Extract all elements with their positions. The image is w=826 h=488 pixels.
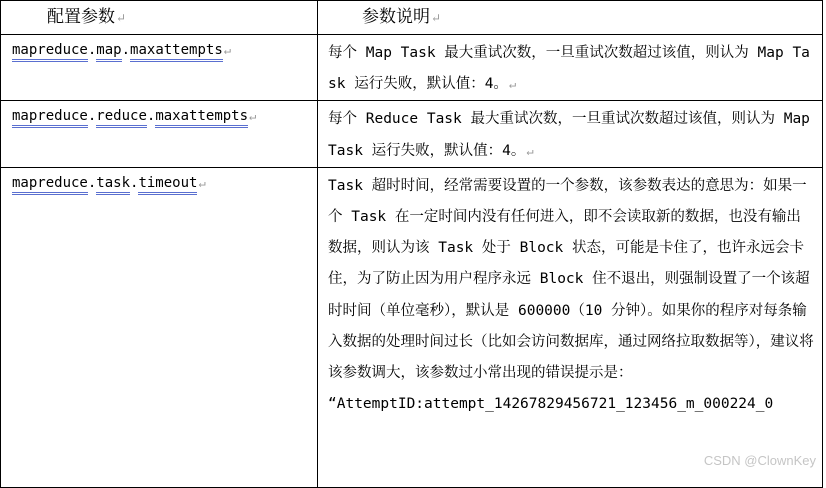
param-name-segment: mapreduce bbox=[12, 42, 88, 62]
param-name-dot: . bbox=[87, 108, 97, 125]
paragraph-mark: ↵ bbox=[508, 77, 517, 92]
paragraph-mark: ↵ bbox=[431, 11, 442, 25]
header-param-description bbox=[318, 1, 823, 35]
table-row bbox=[1, 101, 823, 167]
param-name-dot: . bbox=[130, 174, 139, 191]
param-description-cell bbox=[318, 35, 823, 101]
param-name-dot: . bbox=[121, 42, 131, 58]
paragraph-mark: ↵ bbox=[198, 175, 206, 190]
param-description-text: 每个 Reduce Task 最大重试次数，一旦重试次数超过该值，则认为 Map Task 运行失败，默认值：4。 bbox=[328, 111, 810, 159]
param-name-cell bbox=[1, 35, 318, 101]
param-description-text: 每个 Map Task 最大重试次数，一旦重试次数超过该值，则认为 Map Task 运行失败，默认值：4。 bbox=[328, 45, 810, 93]
table-header-row bbox=[1, 1, 823, 35]
param-description-cell bbox=[318, 167, 823, 487]
table-row bbox=[1, 167, 823, 487]
param-name-dot: . bbox=[146, 108, 156, 125]
param-name-segment: maxattempts bbox=[130, 42, 223, 62]
param-name-segment: task bbox=[96, 175, 130, 195]
paragraph-mark: ↵ bbox=[116, 11, 127, 25]
param-name-segment: map bbox=[96, 42, 121, 62]
error-example-text: “AttemptID:attempt_14267829456721_123456_m_000224_0 bbox=[328, 396, 774, 413]
param-description-cell bbox=[318, 101, 823, 167]
param-name-segment: reduce bbox=[96, 108, 147, 128]
header-param-description-label: 参数说明 bbox=[362, 7, 430, 27]
param-name-segment: mapreduce bbox=[12, 108, 88, 128]
param-name-segment: timeout bbox=[138, 175, 197, 195]
param-name-dot: . bbox=[87, 42, 97, 58]
paragraph-mark: ↵ bbox=[526, 143, 534, 158]
param-name-dot: . bbox=[87, 174, 97, 191]
header-config-param bbox=[1, 1, 318, 35]
param-name-segment: maxattempts bbox=[155, 108, 248, 128]
paragraph-mark: ↵ bbox=[249, 109, 257, 124]
param-name-cell bbox=[1, 167, 318, 487]
paragraph-mark: ↵ bbox=[223, 43, 231, 57]
header-config-param-label: 配置参数 bbox=[47, 7, 115, 27]
csdn-watermark: CSDN @ClownKey bbox=[703, 453, 816, 468]
param-description-text: Task 超时时间，经常需要设置的一个参数，该参数表达的意思为：如果一个 Task 在一定时间内没有任何进入，即不会读取新的数据，也没有输出数据，则认为该 Task 处于 Block 状态，可能是卡住了，也许永远会卡住，为了防止因为用户程序永远 Block 住不退出，则强制设置了一个该超时时间（单位毫秒），默认是 600000（10 分钟）。如果你的程序对每条输入数据的处理时间过长（比如会访问数据库，通过网络拉取数据等），建议将该参数调大，该参数过小常出现的错误提示是： bbox=[328, 177, 814, 382]
param-name-segment: mapreduce bbox=[12, 175, 88, 195]
param-name-cell bbox=[1, 101, 318, 167]
table-row bbox=[1, 35, 823, 101]
